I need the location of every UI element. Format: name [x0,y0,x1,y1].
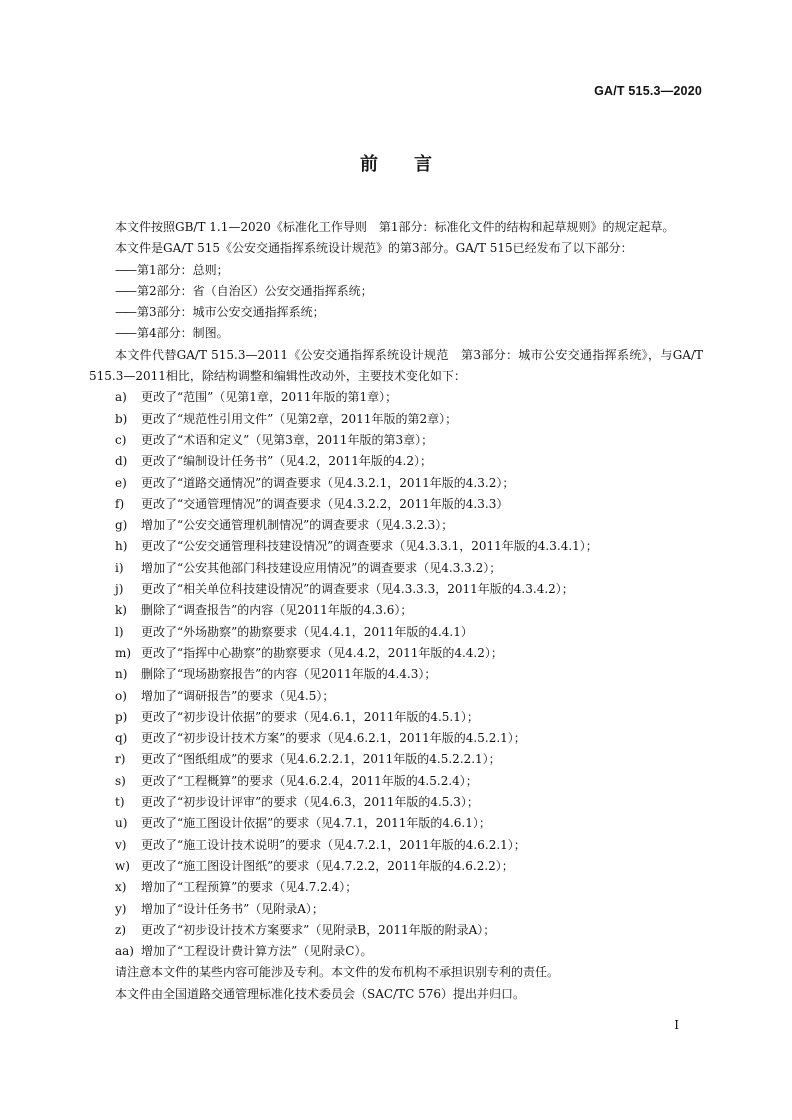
change-item [89,835,703,856]
change-item [89,387,703,408]
document-body [89,217,703,1005]
change-item-text: 删除了“现场勘察报告”的内容（见2011年版的4.4.3）； [141,667,437,682]
change-item-text: 更改了“图纸组成”的要求（见4.6.2.2.1，2011年版的4.5.2.2.1）； [141,752,501,767]
change-item-text: 更改了“初步设计评审”的要求（见4.6.3，2011年版的4.5.3）； [141,795,479,810]
change-item-text: 增加了“调研报告”的要求（见4.5）； [141,688,335,703]
change-item-label: l) [115,624,124,639]
change-item [89,515,703,536]
change-item-label: f) [115,496,125,511]
change-item-label: v) [115,837,127,852]
committee-notice: 本文件由全国道路交通管理标准化技术委员会（SAC/TC 576）提出并归口。 [115,986,526,1001]
change-item-text: 增加了“公安交通管理机制情况”的调查要求（见4.3.2.3）； [141,518,454,533]
change-item-label: t) [115,795,125,810]
part-item: —— 第2部分：省（自治区）公安交通指挥系统； [115,283,373,298]
change-item-text: 增加了“工程预算”的要求（见4.7.2.4）； [141,880,358,895]
change-item-text: 更改了“初步设计依据”的要求（见4.6.1，2011年版的4.5.1）； [141,709,479,724]
change-item-label: n) [115,667,128,682]
change-item-label: s) [115,773,126,788]
change-item-label: m) [115,645,132,660]
change-item [89,813,703,834]
change-item-label: o) [115,688,127,703]
change-item [89,643,703,664]
change-item-label: u) [115,816,128,831]
change-item [89,771,703,792]
change-item-label: aa) [115,944,134,959]
change-item [89,686,703,707]
change-item-text: 更改了“相关单位科技建设情况”的调查要求（见4.3.3.3，2011年版的4.3.4.2）； [141,582,574,597]
changes-list [89,387,703,962]
change-item-label: z) [115,922,127,937]
change-item-text: 删除了“调查报告”的内容（见2011年版的4.3.6）； [141,603,413,618]
change-item [89,728,703,749]
change-item-label: p) [115,709,128,724]
change-item [89,792,703,813]
change-item [89,536,703,557]
change-item-label: d) [115,454,128,469]
change-item-text: 更改了“编制设计任务书”（见4.2，2011年版的4.2）； [141,454,432,469]
change-item-text: 更改了“交通管理情况”的调查要求（见4.3.2.2，2011年版的4.3.3） [141,496,509,511]
change-item-label: r) [115,752,126,767]
change-item [89,856,703,877]
change-item-label: b) [115,411,128,426]
change-item-text: 增加了“公安其他部门科技建设应用情况”的调查要求（见4.3.3.2）； [141,560,502,575]
part-item: —— 第3部分：城市公安交通指挥系统； [115,305,325,320]
change-item [89,899,703,920]
part-item: —— 第1部分：总则； [115,262,229,277]
change-item-text: 更改了“外场勘察”的勘察要求（见4.4.1，2011年版的4.4.1） [141,624,473,639]
replace-paragraph: 本文件代替GA/T 515.3—2011《公安交通指挥系统设计规范 第3部分：城市公安交通指挥系统》，与GA/T 515.3—2011相比，除结构调整和编辑性改动外，主要技术变化如下： [89,347,703,384]
part-item: —— 第4部分：制图。 [115,326,229,341]
change-item [89,749,703,770]
change-item-text: 更改了“初步设计技术方案要求”（见附录B，2011年版的附录A）； [141,922,496,937]
change-item [89,941,703,962]
change-item [89,877,703,898]
change-item-label: c) [115,432,127,447]
change-item [89,451,703,472]
change-item-text: 更改了“施工图设计图纸”的要求（见4.7.2.2，2011年版的4.6.2.2）； [141,858,514,873]
intro-paragraph: 本文件是GA/T 515《公安交通指挥系统设计规范》的第3部分。GA/T 515已经发布了以下部分： [115,241,633,256]
change-item [89,558,703,579]
change-item-label: e) [115,475,127,490]
change-item-text: 更改了“施工图设计依据”的要求（见4.7.1，2011年版的4.6.1）； [141,816,491,831]
standard-code: GA/T 515.3—2020 [594,84,702,98]
change-item-label: w) [115,858,130,873]
change-item-text: 更改了“规范性引用文件”（见第2章，2011年版的第2章）； [141,411,458,426]
change-item-text: 更改了“指挥中心勘察”的勘察要求（见4.4.2，2011年版的4.4.2）； [141,645,503,660]
change-item [89,920,703,941]
change-item-text: 增加了“工程设计费计算方法”（见附录C）。 [141,944,373,959]
change-item-text: 更改了“工程概算”的要求（见4.6.2.4，2011年版的4.5.2.4）； [141,773,478,788]
intro-paragraph: 本文件按照GB/T 1.1—2020《标准化工作导则 第1部分：标准化文件的结构和起草规则》的规定起草。 [115,220,675,234]
change-item [89,473,703,494]
change-item-label: i) [115,560,124,575]
change-item [89,707,703,728]
change-item [89,622,703,643]
change-item-text: 更改了“公安交通管理科技建设情况”的调查要求（见4.3.3.1，2011年版的4.3.4.1）； [141,539,598,554]
patent-notice: 请注意本文件的某些内容可能涉及专利。本文件的发布机构不承担识别专利的责任。 [115,965,560,980]
change-item [89,579,703,600]
change-item-label: y) [115,901,127,916]
change-item [89,494,703,515]
change-item [89,430,703,451]
change-item-text: 更改了“初步设计技术方案”的要求（见4.6.2.1，2011年版的4.5.2.1）； [141,731,526,746]
change-item-label: j) [115,582,124,597]
change-item-label: q) [115,731,128,746]
change-item-label: g) [115,518,128,533]
change-item [89,664,703,685]
change-item-label: k) [115,603,127,618]
change-item [89,409,703,430]
change-item-text: 更改了“道路交通情况”的调查要求（见4.3.2.1，2011年版的4.3.2）； [141,475,515,490]
page-title: 前言 [360,154,468,175]
page-number: I [674,1018,679,1032]
change-item-text: 更改了“范围”（见第1章，2011年版的第1章）； [141,390,398,405]
change-item [89,600,703,621]
change-item-text: 更改了“施工设计技术说明”的要求（见4.7.2.1，2011年版的4.6.2.1）； [141,837,526,852]
change-item-text: 更改了“术语和定义”（见第3章，2011年版的第3章）； [141,432,434,447]
change-item-label: a) [115,390,127,405]
change-item-label: h) [115,539,128,554]
change-item-text: 增加了“设计任务书”（见附录A）； [141,901,324,916]
change-item-label: x) [115,880,127,895]
